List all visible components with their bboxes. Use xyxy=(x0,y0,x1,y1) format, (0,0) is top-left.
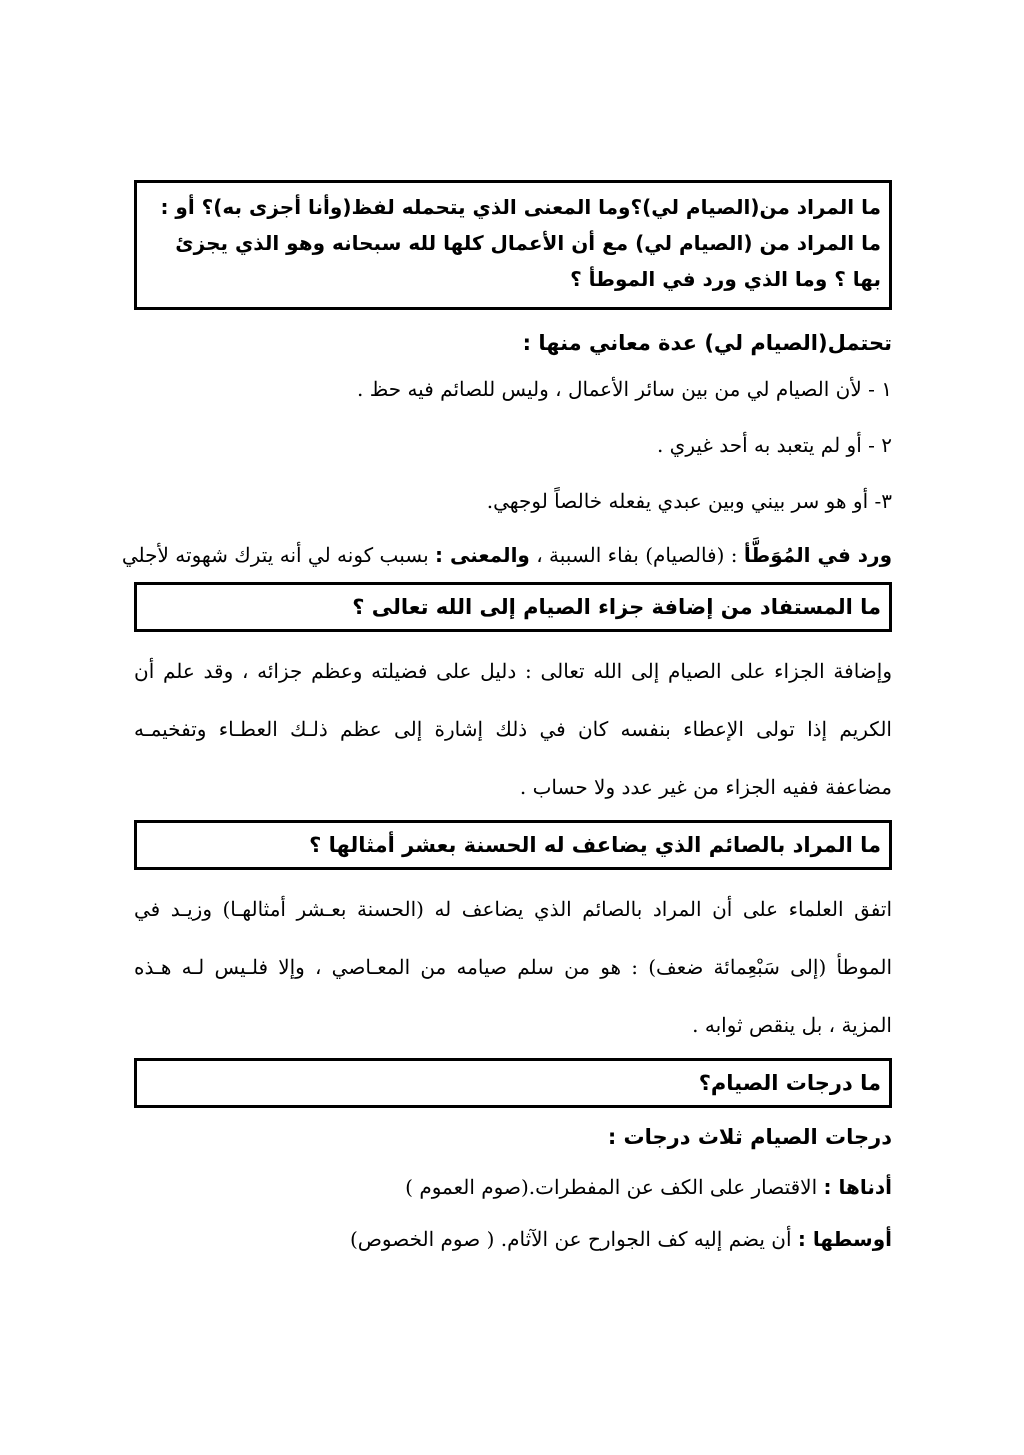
meaning-item-1: ١ - لأن الصيام لي من بين سائر الأعمال ، وليس للصائم فيه حظ . xyxy=(357,377,892,401)
question-box-degrees xyxy=(134,1058,892,1108)
degree-item-lowest xyxy=(134,1172,892,1202)
answer-line-1: اتفق العلماء على أن المراد بالصائم الذي يضاعف له (الحسنة بعـشر أمثالهـا) وزيـد في xyxy=(134,897,893,921)
answer-line-3: المزية ، بل ينقص ثوابه . xyxy=(692,1013,892,1037)
degree-text: أن يضم إليه كف الجوارح عن الآثام. ( صوم الخصوص) xyxy=(349,1227,798,1251)
question-multiplied-text: ما المراد بالصائم الذي يضاعف له الحسنة بعشر أمثالها ؟ xyxy=(309,833,881,857)
answer-line-3: مضاعفة ففيه الجزاء من غير عدد ولا حساب . xyxy=(519,775,892,799)
answer-line-2: الموطأ (إلى سَبْعِمائة ضعف) : هو من سلم صيامه من المعـاصي ، وإلا فلـيس لـه هـذه xyxy=(134,955,892,979)
question-attribution-text: ما المستفاد من إضافة جزاء الصيام إلى الله تعالى ؟ xyxy=(352,595,881,619)
degree-label: أوسطها : xyxy=(797,1227,892,1251)
answer-attribution xyxy=(134,642,892,816)
question-line-1: ما المراد من(الصيام لي)؟وما المعنى الذي يتحمله لفظ(وأنا أجزى به)؟ أو : xyxy=(160,195,881,219)
answer-line-2: الكريم إذا تولى الإعطاء بنفسه كان في ذلك إشارة إلى عظم ذلـك العطـاء وتفخيمـه xyxy=(134,717,892,741)
degree-text: الاقتصار على الكف عن المفطرات.(صوم العموم ) xyxy=(405,1175,824,1199)
muwatta-label-2: والمعنى : xyxy=(435,543,530,567)
muwatta-text-1: : (فالصيام) بفاء السببة ، xyxy=(529,543,744,567)
degree-item-middle xyxy=(134,1224,892,1254)
muwatta-note xyxy=(121,540,892,570)
question-line-2: ما المراد من (الصيام لي) مع أن الأعمال كلها لله سبحانه وهو الذي يجزئ xyxy=(175,231,881,255)
degree-label: أدناها : xyxy=(823,1175,892,1199)
answer-line-1: وإضافة الجزاء على الصيام إلى الله تعالى : دليل على فضيلته وعظم جزائه ، وقد علم أن xyxy=(134,659,892,683)
muwatta-label: ورد في المُوَطَّأ xyxy=(743,543,892,567)
question-degrees-text: ما درجات الصيام؟ xyxy=(698,1071,881,1095)
meaning-item-2: ٢ - أو لم يتعبد به أحد غيري . xyxy=(656,433,892,457)
answer-multiplied xyxy=(134,880,892,1054)
degrees-heading: درجات الصيام ثلاث درجات : xyxy=(607,1125,892,1149)
meanings-heading: تحتمل(الصيام لي) عدة معاني منها : xyxy=(522,331,892,355)
muwatta-text-2: بسبب كونه لي أنه يترك شهوته لأجلي xyxy=(121,543,435,567)
question-line-3: بها ؟ وما الذي ورد في الموطأ ؟ xyxy=(570,267,881,291)
document-page xyxy=(121,180,893,1254)
question-box-meaning xyxy=(134,180,892,310)
question-box-attribution xyxy=(134,582,892,632)
question-box-multiplied xyxy=(134,820,892,870)
meaning-item-3: ٣- أو هو سر بيني وبين عبدي يفعله خالصاً لوجهي. xyxy=(486,489,892,513)
